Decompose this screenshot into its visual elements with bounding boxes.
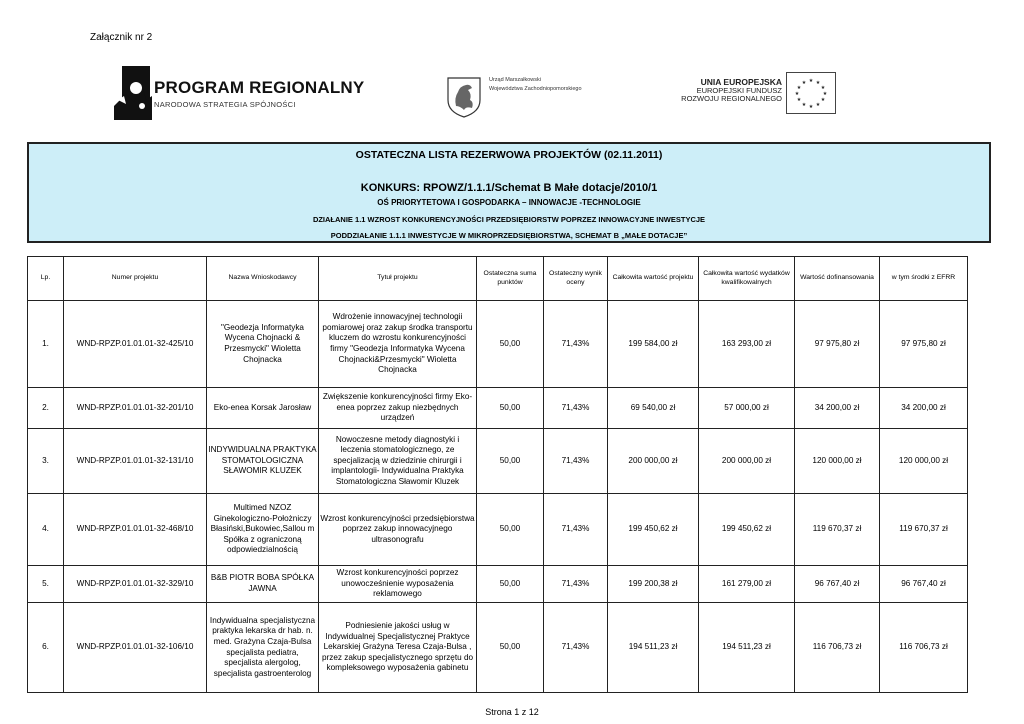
list-title: OSTATECZNA LISTA REZERWOWA PROJEKTÓW (02.11.2011) [355, 149, 663, 161]
urzad-marszalkowski-text [489, 76, 582, 94]
col-lp: Lp. [28, 257, 64, 301]
cell-punkty: 50,00 [477, 388, 544, 429]
cell-efrr: 119 670,37 zł [880, 494, 968, 566]
cell-dofinansowanie: 97 975,80 zł [795, 301, 880, 388]
svg-text:★: ★ [801, 102, 807, 108]
table-row [28, 566, 968, 603]
svg-text:★: ★ [820, 85, 826, 91]
eu-line-3: ROZWOJU REGIONALNEGO [681, 94, 782, 104]
col-numer: Numer projektu [64, 257, 207, 301]
eu-line-1: UNIA EUROPEJSKA [700, 77, 782, 87]
cell-lp: 5. [28, 566, 64, 603]
cell-dofinansowanie: 116 706,73 zł [795, 603, 880, 693]
cell-wartosc: 69 540,00 zł [608, 388, 699, 429]
cell-wynik: 71,43% [544, 388, 608, 429]
page-number: Strona 1 z 12 [485, 707, 539, 717]
cell-lp: 1. [28, 301, 64, 388]
eu-text [680, 78, 782, 104]
col-wnioskodawca: Nazwa Wnioskodawcy [207, 257, 319, 301]
svg-text:★: ★ [815, 102, 821, 108]
cell-wnioskodawca: B&B PIOTR BOBA SPÓŁKA JAWNA [207, 566, 319, 603]
cell-efrr: 96 767,40 zł [880, 566, 968, 603]
cell-wynik: 71,43% [544, 494, 608, 566]
cell-lp: 3. [28, 429, 64, 494]
col-dofinansowanie: Wartość dofinansowania [795, 257, 880, 301]
cell-punkty: 50,00 [477, 603, 544, 693]
cell-numer: WND-RPZP.01.01.01-32-425/10 [64, 301, 207, 388]
eu-line-2: EUROPEJSKI FUNDUSZ [696, 85, 782, 95]
svg-text:★: ★ [808, 78, 814, 84]
program-mark-icon [112, 66, 154, 120]
poddzialanie-line: PODDZIAŁANIE 1.1.1 INWESTYCJE W MIKROPRZEDSIĘBIORSTWA, SCHEMAT B „MAŁE DOTACJE” [330, 231, 688, 240]
cell-efrr: 97 975,80 zł [880, 301, 968, 388]
cell-numer: WND-RPZP.01.01.01-32-131/10 [64, 429, 207, 494]
svg-text:★: ★ [820, 97, 826, 103]
cell-numer: WND-RPZP.01.01.01-32-201/10 [64, 388, 207, 429]
cell-tytul: Nowoczesne metody diagnostyki i leczenia stomatologicznego, ze specjalizacją w dziedzinie chirurgii i implantologii- Indywidualna Praktyka Stomatologiczna Sławomir Kluzek [319, 429, 477, 494]
svg-text:★: ★ [822, 91, 828, 97]
cell-lp: 2. [28, 388, 64, 429]
cell-tytul: Wdrożenie innowacyjnej technologii pomiarowej oraz zakup środka transportu kluczem do wzrostu konkurencyjności firmy "Geodezja Informatyka Wycena Chojnacki&Przesmycki" Wioletta Chojnacka [319, 301, 477, 388]
cell-dofinansowanie: 120 000,00 zł [795, 429, 880, 494]
cell-efrr: 120 000,00 zł [880, 429, 968, 494]
cell-wnioskodawca: Indywidualna specjalistyczna praktyka lekarska dr hab. n. med. Grażyna Czaja-Bulsa specjalista pediatra, specjalista alergolog, specjalista gastroenterolog [207, 603, 319, 693]
col-efrr: w tym środki z EFRR [880, 257, 968, 301]
cell-wnioskodawca: INDYWIDUALNA PRAKTYKA STOMATOLOGICZNA SŁAWOMIR KLUZEK [207, 429, 319, 494]
urzad-line-2: Województwa Zachodniopomorskiego [489, 86, 582, 92]
cell-dofinansowanie: 119 670,37 zł [795, 494, 880, 566]
program-regionalny-logo [112, 66, 365, 122]
cell-lp: 4. [28, 494, 64, 566]
program-subtitle: NARODOWA STRATEGIA SPÓJNOŚCI [154, 100, 296, 109]
col-kwalifikowalne: Całkowita wartość wydatków kwalifikowalnych [699, 257, 795, 301]
svg-text:★: ★ [815, 80, 821, 86]
svg-text:★: ★ [801, 80, 807, 86]
cell-tytul: Wzrost konkurencyjności przedsiębiorstwa poprzez zakup innowacyjnego ultrasonografu [319, 494, 477, 566]
cell-kwalifikowalne: 194 511,23 zł [699, 603, 795, 693]
cell-wnioskodawca: Multimed NZOZ Ginekologiczno-Położniczy Błasiński,Bukowiec,Sallou m Spółka z ograniczoną odpowiedzialnością [207, 494, 319, 566]
cell-tytul: Zwiększenie konkurencyjności firmy Eko-enea poprzez zakup niezbędnych urządzeń [319, 388, 477, 429]
cell-efrr: 34 200,00 zł [880, 388, 968, 429]
cell-wartosc: 194 511,23 zł [608, 603, 699, 693]
col-wartosc: Całkowita wartość projektu [608, 257, 699, 301]
table-row [28, 429, 968, 494]
projects-table [27, 256, 968, 693]
eu-flag-icon [786, 72, 836, 114]
col-wynik: Ostateczny wynik oceny [544, 257, 608, 301]
cell-wnioskodawca: "Geodezja Informatyka Wycena Chojnacki & Przesmycki" Wioletta Chojnacka [207, 301, 319, 388]
cell-wynik: 71,43% [544, 603, 608, 693]
svg-text:★: ★ [796, 85, 802, 91]
cell-wartosc: 199 584,00 zł [608, 301, 699, 388]
cell-wartosc: 200 000,00 zł [608, 429, 699, 494]
cell-numer: WND-RPZP.01.01.01-32-329/10 [64, 566, 207, 603]
cell-punkty: 50,00 [477, 429, 544, 494]
griffin-crest-icon [446, 76, 482, 118]
cell-dofinansowanie: 34 200,00 zł [795, 388, 880, 429]
col-punkty: Ostateczna suma punktów [477, 257, 544, 301]
dzialanie-line: DZIAŁANIE 1.1 WZROST KONKURENCYJNOŚCI PRZEDSIĘBIORSTW POPRZEZ INNOWACYJNE INWESTYCJE [312, 215, 706, 224]
cell-dofinansowanie: 96 767,40 zł [795, 566, 880, 603]
table-row [28, 603, 968, 693]
svg-text:★: ★ [808, 104, 814, 110]
cell-wynik: 71,43% [544, 566, 608, 603]
table-row [28, 494, 968, 566]
svg-text:★: ★ [794, 91, 800, 97]
cell-tytul: Wzrost konkurencyjności poprzez unowocześnienie wyposażenia reklamowego [319, 566, 477, 603]
table-header-row [28, 257, 968, 301]
cell-efrr: 116 706,73 zł [880, 603, 968, 693]
cell-tytul: Podniesienie jakości usług w Indywidualnej Specjalistycznej Praktyce Lekarskiej Grażyna Teresa Czaja-Bulsa , przez zakup specjalistycznego sprzętu do kompleksowego wyposażenia gabinetu [319, 603, 477, 693]
cell-numer: WND-RPZP.01.01.01-32-106/10 [64, 603, 207, 693]
cell-wartosc: 199 450,62 zł [608, 494, 699, 566]
table-row [28, 301, 968, 388]
cell-lp: 6. [28, 603, 64, 693]
cell-kwalifikowalne: 200 000,00 zł [699, 429, 795, 494]
list-header-box [27, 142, 991, 243]
col-tytul: Tytuł projektu [319, 257, 477, 301]
program-title: PROGRAM REGIONALNY [154, 78, 365, 97]
svg-text:★: ★ [796, 97, 802, 103]
cell-punkty: 50,00 [477, 301, 544, 388]
cell-punkty: 50,00 [477, 566, 544, 603]
cell-wartosc: 199 200,38 zł [608, 566, 699, 603]
cell-kwalifikowalne: 163 293,00 zł [699, 301, 795, 388]
cell-kwalifikowalne: 199 450,62 zł [699, 494, 795, 566]
cell-numer: WND-RPZP.01.01.01-32-468/10 [64, 494, 207, 566]
konkurs-title: KONKURS: RPOWZ/1.1.1/Schemat B Małe dotacje/2010/1 [360, 182, 658, 194]
cell-wnioskodawca: Eko-enea Korsak Jarosław [207, 388, 319, 429]
cell-punkty: 50,00 [477, 494, 544, 566]
cell-kwalifikowalne: 161 279,00 zł [699, 566, 795, 603]
cell-wynik: 71,43% [544, 429, 608, 494]
attachment-label: Załącznik nr 2 [90, 32, 153, 43]
urzad-line-1: Urząd Marszałkowski [489, 77, 541, 83]
priority-axis: OŚ PRIORYTETOWA I GOSPODARKA – INNOWACJE -TECHNOLOGIE [377, 198, 641, 207]
cell-kwalifikowalne: 57 000,00 zł [699, 388, 795, 429]
table-row [28, 388, 968, 429]
cell-wynik: 71,43% [544, 301, 608, 388]
